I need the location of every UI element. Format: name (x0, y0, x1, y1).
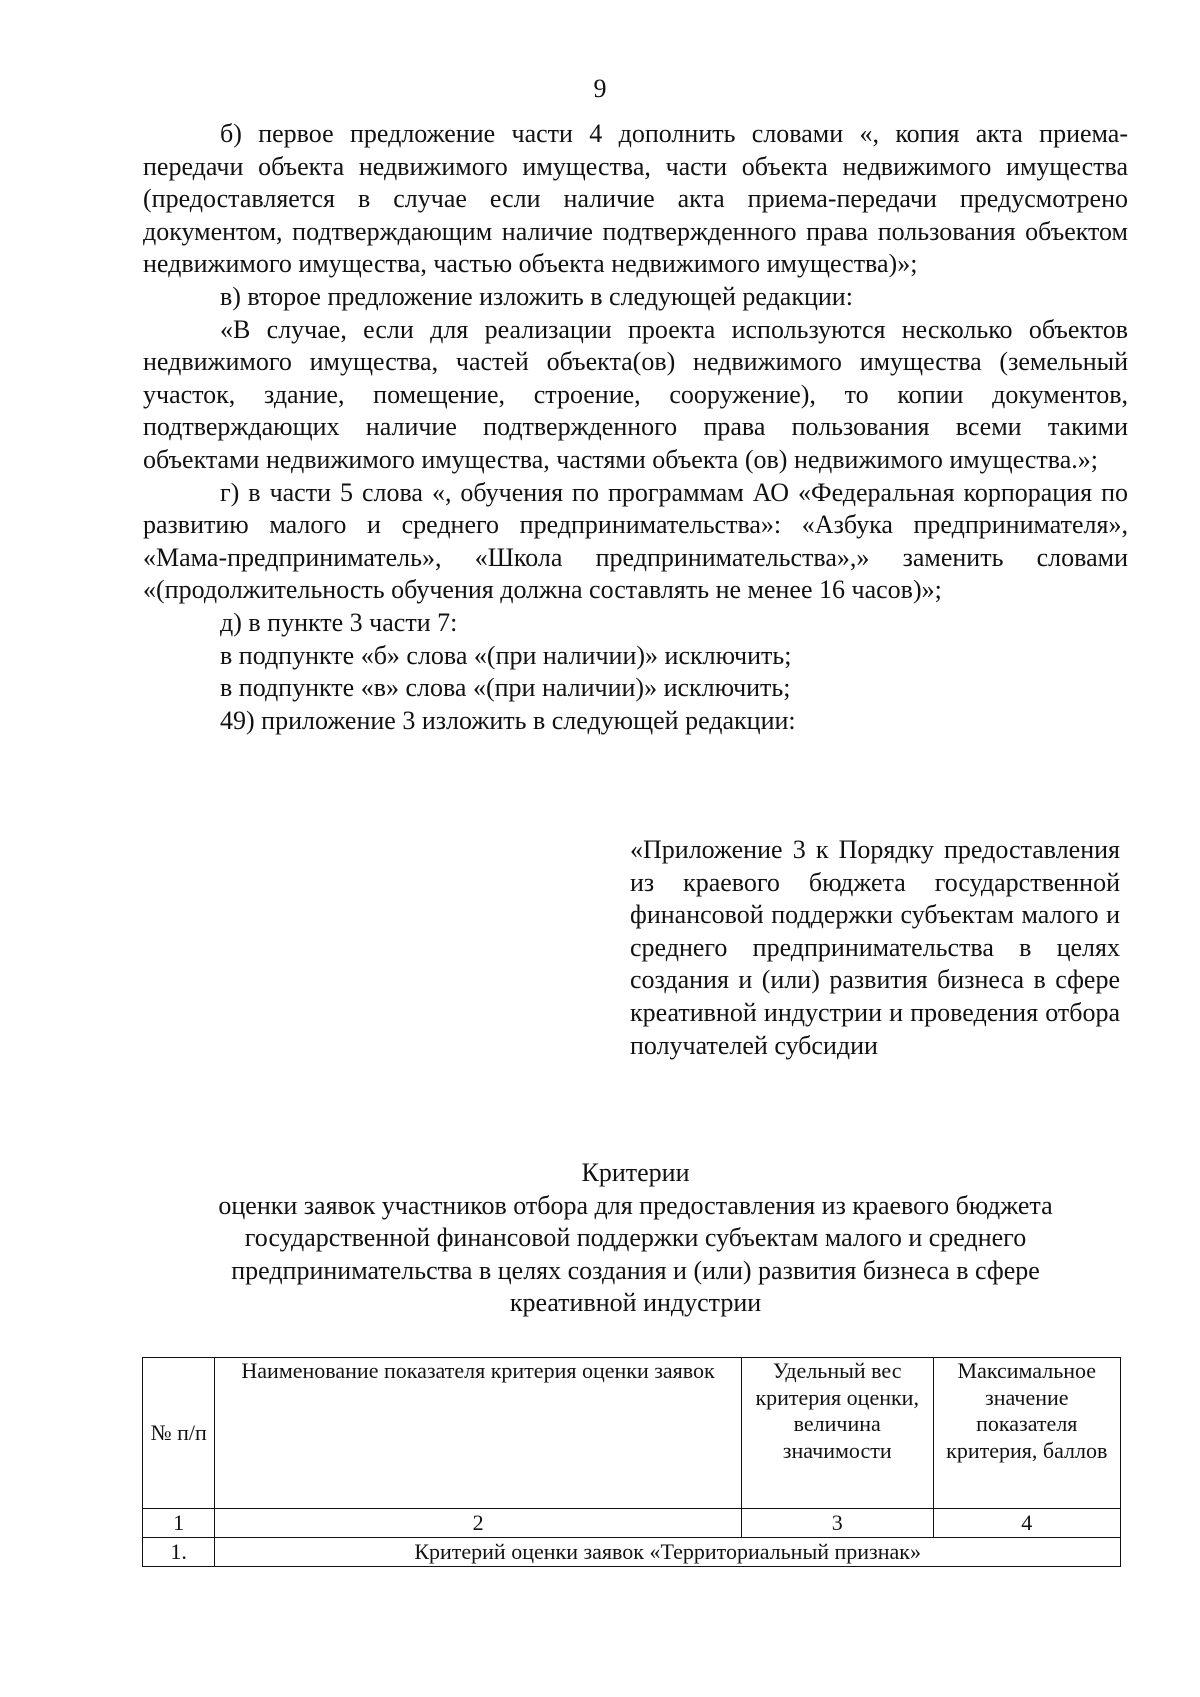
paragraph-v: в) второе предложение изложить в следующей редакции: (220, 281, 853, 311)
header-weight: Удельный вес критерия оценки, величина значимости (741, 1358, 933, 1509)
paragraph-quote: «В случае, если для реализации проекта используются несколько объектов недвижимого имущества, частей объекта(ов) недвижимого имущества (земельный участок, здание, помещение, строение, сооружение), то копии документов, подтверждающих наличие подтвержденного права пользования всеми такими объектами недвижимого имущества, частями объекта (ов) недвижимого имущества.»; (143, 314, 1128, 474)
column-number: 3 (741, 1509, 933, 1538)
column-number-row (143, 1509, 1121, 1538)
criteria-table (142, 1357, 1121, 1567)
paragraph-subitem-b: в подпункте «б» слова «(при наличии)» исключить; (220, 640, 792, 670)
paragraph-49: 49) приложение 3 изложить в следующей редакции: (220, 705, 796, 735)
body-text (143, 118, 1128, 737)
paragraph-b: б) первое предложение части 4 дополнить словами «, копия акта приема-передачи объекта недвижимого имущества, части объекта недвижимого имущества (предоставляется в случае если наличие акта приема-передачи предусмотрено документом, подтверждающим наличие подтвержденного права пользования объектом недвижимого имущества, частью объекта недвижимого имущества)»; (143, 119, 1128, 279)
header-number: № п/п (143, 1358, 215, 1509)
header-indicator-name: Наименование показателя критерия оценки заявок (215, 1358, 741, 1509)
criteria-subtitle-line: креативной индустрии (509, 1288, 762, 1318)
criteria-title: Критерии (581, 1158, 690, 1187)
column-number: 1 (143, 1509, 215, 1538)
criteria-subtitle-line: государственной финансовой поддержки субъектам малого и среднего (244, 1223, 1027, 1253)
appendix-note: «Приложение 3 к Порядку предоставления из краевого бюджета государственной финансовой поддержки субъектам малого и среднего предпринимательства в целях создания и (или) развития бизнеса в сфере креативной индустрии и проведения отбора получателей субсидии (630, 835, 1120, 1060)
header-max-value: Максимальное значение показателя критерия, баллов (933, 1358, 1120, 1509)
row-criterion-title: Критерий оценки заявок «Территориальный признак» (215, 1538, 1121, 1567)
row-number: 1. (143, 1538, 215, 1567)
paragraph-subitem-v: в подпункте «в» слова «(при наличии)» исключить; (220, 673, 791, 703)
criteria-heading (143, 1157, 1128, 1320)
paragraph-d: д) в пункте 3 части 7: (220, 607, 458, 637)
column-number: 4 (933, 1509, 1120, 1538)
table-row (143, 1538, 1121, 1567)
criteria-subtitle-line: оценки заявок участников отбора для предоставления из краевого бюджета (218, 1190, 1053, 1220)
table-header-row (143, 1358, 1121, 1509)
paragraph-g: г) в части 5 слова «, обучения по программам АО «Федеральная корпорация по развитию малого и среднего предпринимательства»: «Азбука предпринимателя», «Мама-предприниматель», «Школа предпринимательства»,» заменить словами «(продолжительность обучения должна составлять не менее 16 часов)»; (143, 477, 1128, 605)
column-number: 2 (215, 1509, 741, 1538)
criteria-subtitle-line: предпринимательства в целях создания и (или) развития бизнеса в сфере (231, 1255, 1040, 1285)
page-number: 9 (593, 74, 607, 103)
